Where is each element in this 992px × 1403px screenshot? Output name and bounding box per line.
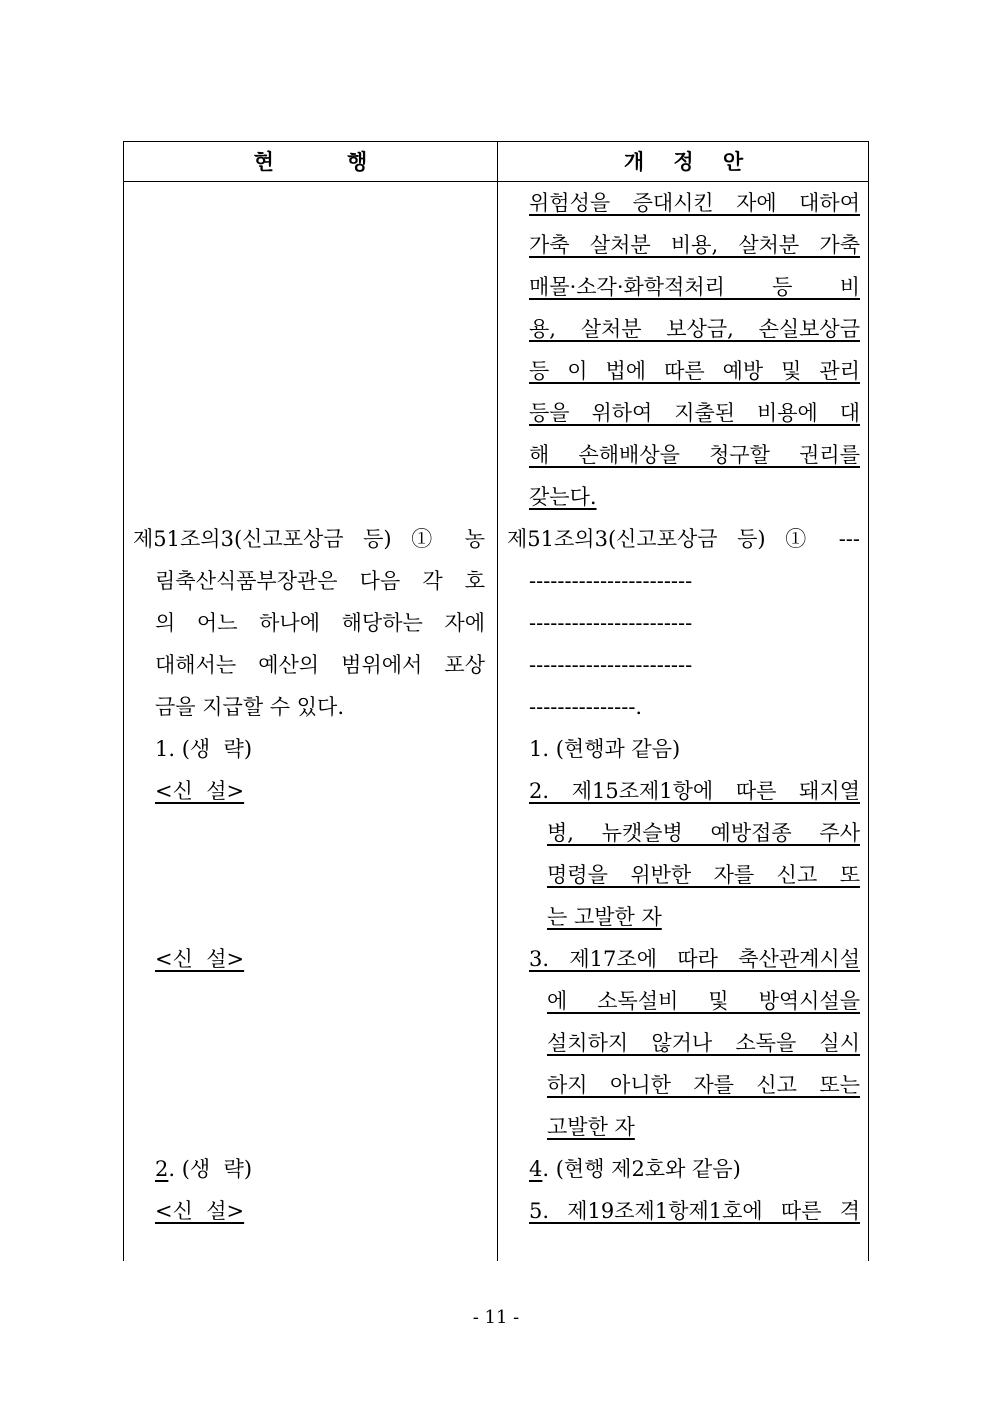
right-item-2-line: 명령을 위반한 자를 신고 또 [547, 863, 860, 887]
header-current: 현 행 [253, 149, 368, 174]
right-top-line: 등 이 법에 따른 예방 및 관리 [529, 359, 860, 383]
left-new-item: <신 설> [155, 1199, 245, 1223]
right-top-line: 용, 살처분 보상금, 손실보상금 [529, 317, 860, 341]
right-top-line: 위험성을 증대시킨 자에 대하여 [529, 191, 860, 215]
right-item-3-line: 하지 아니한 자를 신고 또는 [547, 1073, 860, 1097]
left-article-line: 림축산식품부장관은 다음 각 호 [155, 569, 485, 593]
right-item-2-line: 병, 뉴캣슬병 예방접종 주사 [547, 821, 860, 845]
left-item-1: 1. (생 략) [155, 737, 253, 761]
right-item-2-line: 는 고발한 자 [547, 905, 662, 929]
right-item-1: 1. (현행과 같음) [529, 737, 681, 761]
right-item-4-number: 4 [529, 1157, 543, 1181]
right-top-line: 매몰·소각·화학적처리 등 비 [529, 275, 860, 299]
right-item-5: 5. 제19조제1항제1호에 따른 격 [529, 1199, 860, 1223]
right-item-4-text: . (현행 제2호와 같음) [542, 1157, 741, 1181]
right-item-3-line: 에 소독설비 및 방역시설을 [547, 989, 860, 1013]
left-article-line: 금을 지급할 수 있다. [155, 695, 344, 719]
right-item-3-line: 고발한 자 [547, 1115, 635, 1139]
right-article-line: ---------------. [529, 695, 643, 719]
right-article-line: ----------------------- [529, 611, 693, 635]
right-top-line: 갖는다. [529, 485, 597, 509]
right-item-4 [529, 1154, 741, 1184]
left-new-item: <신 설> [155, 779, 245, 803]
right-item-2-line: 2. 제15조제1항에 따른 돼지열 [529, 779, 860, 803]
header-divider [124, 181, 868, 182]
left-item-2-number: 2 [155, 1157, 169, 1181]
right-article-line: ----------------------- [529, 653, 693, 677]
left-article-line: 대해서는 예산의 범위에서 포상 [155, 653, 485, 677]
right-article-line: 제51조의3(신고포상금 등) ① --- [507, 527, 860, 551]
left-item-2 [155, 1154, 252, 1184]
header-revision: 개 정 안 [623, 149, 744, 174]
right-article-line: ----------------------- [529, 569, 693, 593]
left-article-line: 제51조의3(신고포상금 등) ① 농 [133, 527, 485, 551]
page-number: - 11 - [472, 1307, 520, 1328]
right-top-line: 가축 살처분 비용, 살처분 가축 [529, 233, 860, 257]
left-article-line: 의 어느 하나에 해당하는 자에 [155, 611, 485, 635]
column-divider [497, 142, 498, 1261]
left-new-item: <신 설> [155, 947, 245, 971]
right-item-3-line: 3. 제17조에 따라 축산관계시설 [529, 947, 860, 971]
right-item-3-line: 설치하지 않거나 소독을 실시 [547, 1031, 860, 1055]
right-top-line: 등을 위하여 지출된 비용에 대 [529, 401, 860, 425]
right-top-line: 해 손해배상을 청구할 권리를 [529, 443, 860, 467]
left-item-2-text: . (생 략) [168, 1157, 253, 1181]
